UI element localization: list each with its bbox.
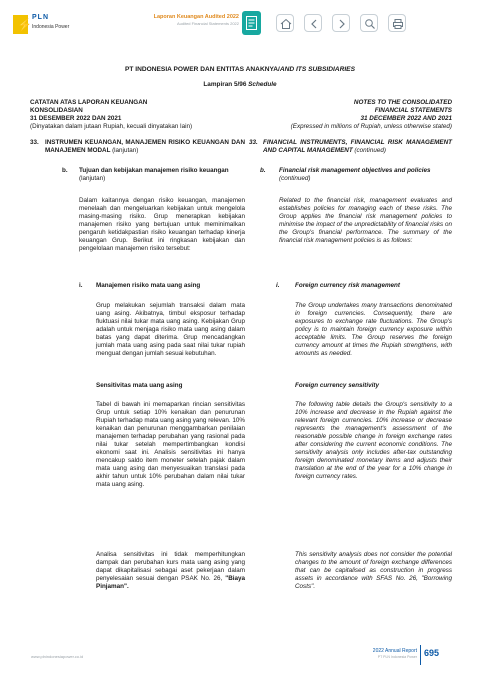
report-subtitle: Audited Financial Statements 2022 <box>176 21 239 26</box>
notes-title-en: NOTES TO THE CONSOLIDATED FINANCIAL STATEMENTS 31 DECEMBER 2022 AND 2021 <box>353 99 452 122</box>
section-33-heading-id: 33. INSTRUMEN KEUANGAN, MANAJEMEN RISIKO KEUANGAN DAN MANAJEMEN MODAL (lanjutan) <box>30 139 245 154</box>
forward-icon[interactable] <box>332 14 350 32</box>
logo-brand-sub: Indonesia Power <box>32 24 70 30</box>
unit-note-en: (Expressed in millions of Rupiah, unless otherwise stated) <box>290 123 452 130</box>
print-icon[interactable] <box>388 14 406 32</box>
sensitivity-heading-id: Sensitivitas mata uang asing <box>96 382 183 389</box>
logo-mark-icon: ⚡ <box>13 15 28 34</box>
sensitivity-paragraph-id: Tabel di bawah ini memaparkan rincian sensitivitas Grup untuk setiap 10% kenaikan dan penurunan Rupiah terhadap mata uang asing yang relevan. 10% kenaikan dan penurunan menggambarkan penilaian manajemen terhadap perubahan yang rasional pada nilai tukar setelah mempertimbangkan kondisi ekonomi saat ini. Analisis sensitivitas ini hanya mencakup saldo item moneter setelah pajak dalam mata uang asing dan menyesuaikan translasi pada akhir tahun untuk 10% perubahan dalam nilai tukar mata uang asing. <box>96 401 245 488</box>
document-icon[interactable] <box>242 11 261 35</box>
intro-paragraph-id: Dalam kaitannya dengan risiko keuangan, manajemen menelaah dan mengeluarkan kebijakan untuk mengelola masing-masing risiko. Grup menerapkan kebijakan manajemen risiko yang bertujuan untuk meminimalkan pengaruh ketidakpastian risiko keuangan terhadap kinerja keuangan Grup. Berikut ini ringkasan kebijakan dan pengelolaan manajemen risiko tersebut: <box>79 197 245 252</box>
fx-management-paragraph-id: Grup melakukan sejumlah transaksi dalam mata uang asing. Akibatnya, timbul eksposur terhadap fluktuasi nilai tukar mata uang asing. Kebijakan Grup adalah untuk menjaga risiko mata uang asing dalam batas yang dapat diterima. Grup mencadangkan jumlah mata uang asing pada saat nilai tukar rupiah menguat dengan jumlah sesuai kebutuhan. <box>96 302 245 357</box>
company-title: PT INDONESIA POWER DAN ENTITAS ANAKNYA/AND ITS SUBSIDIARIES <box>125 66 355 73</box>
intro-paragraph-en: Related to the financial risk, management evaluates and establishes policies for managing each of these risks. The Group applies the financial risk management policies to minimise the impact of the unpredictability of financial risks on the Group's financial performance. The summary of the financial risk management policies is as follows: <box>279 197 452 244</box>
logo-brand: PLN <box>32 14 49 21</box>
back-icon[interactable] <box>304 14 322 32</box>
schedule-label: Lampiran 5/96 Schedule <box>203 81 277 88</box>
home-icon[interactable] <box>276 14 294 32</box>
footer-website[interactable]: www.plnindonesiapower.co.id <box>31 654 84 659</box>
sub-i-heading-id: i. Manajemen risiko mata uang asing <box>79 282 201 289</box>
sub-b-heading-en: b. Financial risk management objectives and policies (continued) <box>260 167 431 182</box>
page-number: 695 <box>424 648 440 658</box>
sensitivity-exclusion-paragraph-id: Analisa sensitivitas ini tidak memperhitungkan dampak dan perubahan kurs mata uang asing yang dapat dikapitalisasi sebagai aset pekerjaan dalam penyelesaian sesuai dengan PSAK No. 26, "Biaya Pinjaman". <box>96 551 245 590</box>
pln-logo <box>13 14 75 36</box>
fx-management-paragraph-en: The Group undertakes many transactions denominated in foreign currencies. Consequently, there are exposures to exchange rate fluctuations. The Group's policy is to maintain foreign currency exposure within acceptable limits. The Group reserves the foreign currency amount at times the Rupiah strengthens, with amounts as needed. <box>295 302 452 357</box>
sub-i-heading-en: i. Foreign currency risk management <box>276 282 400 289</box>
notes-title-id: CATATAN ATAS LAPORAN KEUANGAN KONSOLIDASIAN 31 DESEMBER 2022 DAN 2021 <box>30 99 148 122</box>
top-header <box>0 0 480 44</box>
unit-note-id: (Dinyatakan dalam jutaan Rupiah, kecuali dinyatakan lain) <box>30 123 193 130</box>
sensitivity-exclusion-paragraph-en: This sensitivity analysis does not consider the potential changes to the amount of foreign exchange differences that can be capitalised as construction in progress assets in accordance with SFAS No. 26, "Borrowing Costs". <box>295 551 452 590</box>
footer-report-company: PT PLN Indonesia Power <box>377 655 417 659</box>
sensitivity-heading-en: Foreign currency sensitivity <box>295 382 379 389</box>
sensitivity-paragraph-en: The following table details the Group's sensitivity to a 10% increase and decrease in the Rupiah against the relevant foreign currencies. 10% increase or decrease represents the management's assessment of the reasonable possible change in foreign exchange rates after considering the current economic conditions. The sensitivity analysis only includes after-tax outstanding foreign denominated monetary items and adjusts their translation at the end of the year for a 10% change in foreign currency rates. <box>295 401 452 480</box>
footer-divider <box>420 645 421 665</box>
sub-b-heading-id: b. Tujuan dan kebijakan manajemen risiko keuangan (lanjutan) <box>62 167 229 182</box>
search-icon[interactable] <box>360 14 378 32</box>
section-33-heading-en: 33. FINANCIAL INSTRUMENTS, FINANCIAL RISK MANAGEMENT AND CAPITAL MANAGEMENT (continued) <box>249 139 452 154</box>
report-title: Laporan Keuangan Audited 2022 <box>153 14 239 20</box>
footer-report-title: 2022 Annual Report <box>372 648 417 654</box>
